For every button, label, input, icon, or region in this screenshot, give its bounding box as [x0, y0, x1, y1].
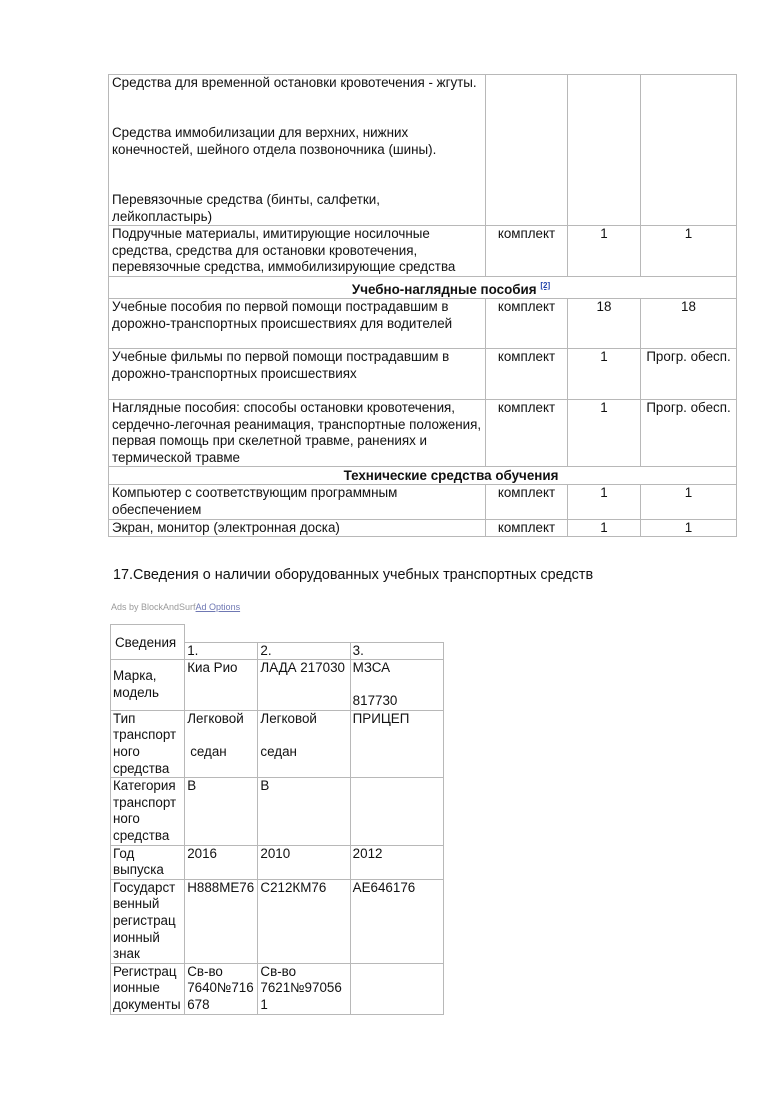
vehicle-number: 3.	[350, 642, 443, 660]
make-cell: ЛАДА 217030	[258, 660, 350, 711]
vehicle-number: 1.	[185, 642, 258, 660]
footnote-link[interactable]: [2]	[540, 280, 551, 290]
qty2-cell	[641, 75, 737, 226]
qty-cell: 1	[568, 399, 641, 466]
table-row	[111, 625, 444, 643]
type-line: Легковой	[260, 710, 317, 726]
item-tourniquet: Средства для временной остановки кровотечения - жгуты.	[112, 75, 477, 90]
plate-cell: АЕ646176	[350, 879, 443, 963]
qty-cell: 1	[568, 226, 641, 277]
item-name-cell: Наглядные пособия: способы остановки кровотечения, сердечно-легочная реанимация, транспортные положения, первая помощь при скелетной травме, ранениях и термической травме	[109, 399, 486, 466]
table-row	[111, 710, 444, 777]
row-label: Год выпуска	[111, 845, 185, 879]
item-name-cell: Учебные пособия по первой помощи пострадавшим в дорожно-транспортных происшествиях для водителей	[109, 298, 486, 348]
qty-cell: 1	[568, 348, 641, 399]
type-line: Легковой	[187, 710, 244, 726]
category-cell	[350, 778, 443, 845]
type-line: седан	[260, 744, 297, 760]
vehicle-number: 2.	[258, 642, 350, 660]
category-cell: В	[185, 778, 258, 845]
item-name-cell	[109, 75, 486, 226]
make-cell: Киа Рио	[185, 660, 258, 711]
docs-cell: Св-во 7621№97056 1	[258, 963, 350, 1014]
qty-cell: 1	[568, 519, 641, 537]
category-cell: В	[258, 778, 350, 845]
row-label: Регистрац ионные документы	[111, 963, 185, 1014]
unit-cell: комплект	[486, 399, 568, 466]
table-row	[111, 778, 444, 845]
equipment-table	[108, 74, 737, 537]
type-cell	[258, 710, 350, 777]
qty2-cell: 1	[641, 485, 737, 519]
table-row	[109, 519, 737, 537]
unit-cell: комплект	[486, 298, 568, 348]
item-splints: Средства иммобилизации для верхних, нижних конечностей, шейного отдела позвоночника (шины).	[112, 125, 437, 157]
table-row	[111, 963, 444, 1014]
docs-cell	[350, 963, 443, 1014]
table-row	[109, 348, 737, 399]
plate-cell: Н888МЕ76	[185, 879, 258, 963]
unit-cell: комплект	[486, 226, 568, 277]
table-row	[109, 298, 737, 348]
docs-cell: Св-во 7640№716 678	[185, 963, 258, 1014]
qty-cell: 18	[568, 298, 641, 348]
item-name-cell: Учебные фильмы по первой помощи пострадавшим в дорожно-транспортных происшествиях	[109, 348, 486, 399]
qty2-cell: 1	[641, 519, 737, 537]
make-cell	[350, 660, 443, 711]
table-row	[111, 660, 444, 711]
qty2-cell: Прогр. обесп.	[641, 399, 737, 466]
qty2-cell: 18	[641, 298, 737, 348]
item-name-cell: Экран, монитор (электронная доска)	[109, 519, 486, 537]
unit-cell	[486, 75, 568, 226]
section-row	[109, 276, 737, 298]
qty-cell: 1	[568, 485, 641, 519]
table-row	[109, 485, 737, 519]
section-title	[109, 276, 737, 298]
section-title: Технические средства обучения	[109, 467, 737, 485]
item-name-cell: Компьютер с соответствующим программным обеспечением	[109, 485, 486, 519]
unit-cell: комплект	[486, 485, 568, 519]
table-row	[111, 879, 444, 963]
ad-options-link[interactable]: Ad Options	[195, 602, 241, 612]
section-17-heading: 17.Сведения о наличии оборудованных учебных транспортных средств	[113, 567, 594, 583]
row-label: Марка, модель	[111, 660, 185, 711]
blank-spacer	[185, 625, 444, 643]
row-label: Государст венный регистрац ионный знак	[111, 879, 185, 963]
unit-cell: комплект	[486, 348, 568, 399]
plate-cell: С212КМ76	[258, 879, 350, 963]
corner-header: Сведения	[111, 625, 185, 660]
unit-cell: комплект	[486, 519, 568, 537]
ads-line	[111, 602, 240, 612]
year-cell: 2012	[350, 845, 443, 879]
row-label: Тип транспорт ного средства	[111, 710, 185, 777]
table-row	[109, 399, 737, 466]
vehicles-table	[110, 624, 444, 1015]
table-row	[109, 226, 737, 277]
type-cell: ПРИЦЕП	[350, 710, 443, 777]
year-cell: 2010	[258, 845, 350, 879]
make-line: МЗСА	[352, 660, 391, 676]
table-row	[109, 75, 737, 226]
year-cell: 2016	[185, 845, 258, 879]
qty2-cell: 1	[641, 226, 737, 277]
section-row	[109, 467, 737, 485]
section-title-text: Учебно-наглядные пособия	[351, 281, 537, 297]
make-line: 817730	[352, 693, 398, 709]
type-line: седан	[190, 744, 227, 760]
row-label: Категория транспорт ного средства	[111, 778, 185, 845]
qty-cell	[568, 75, 641, 226]
qty2-cell: Прогр. обесп.	[641, 348, 737, 399]
item-name-cell: Подручные материалы, имитирующие носилочные средства, средства для остановки кровотечения, перевязочные средства, иммобилизирующие средства	[109, 226, 486, 277]
ads-text: Ads by BlockAndSurf	[111, 602, 196, 612]
type-cell	[185, 710, 258, 777]
table-row	[111, 845, 444, 879]
item-dressings: Перевязочные средства (бинты, салфетки, лейкопластырь)	[112, 191, 380, 224]
